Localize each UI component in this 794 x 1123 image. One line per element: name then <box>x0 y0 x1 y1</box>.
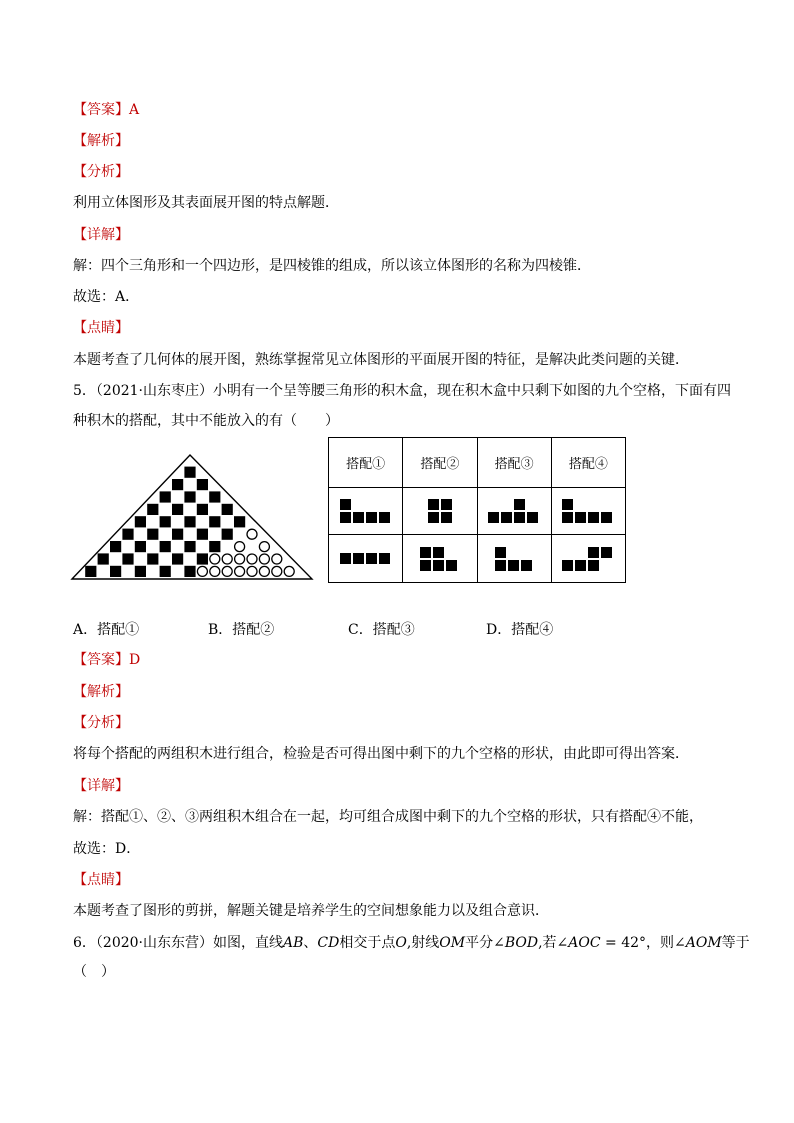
angle-bod-label: ∠BOD <box>493 935 539 951</box>
question-6-line1: 6．（2020·山东东营）如图，直线AB、CD相交于点O,射线OM平分∠BOD,若∠AOC = 42°，则∠AOM等于 <box>73 935 750 951</box>
choice-text-2: 故选：D． <box>73 841 141 857</box>
filled-square <box>85 566 96 577</box>
empty-slot-circle <box>210 566 220 576</box>
detail-heading-2 <box>73 776 723 796</box>
filled-square <box>147 504 158 515</box>
filled-square <box>209 541 220 552</box>
line-cd-label: CD <box>317 935 340 951</box>
empty-slot-circle <box>259 542 269 552</box>
checker-squares <box>85 467 245 577</box>
filled-square <box>98 553 109 564</box>
combo-2-piece-b <box>403 535 477 583</box>
question-6-line2: （ ） <box>73 964 115 980</box>
ray-om-label: OM <box>439 935 466 951</box>
empty-slot-circle <box>210 554 220 564</box>
empty-slot-circle <box>235 542 245 552</box>
piece-t-shape <box>487 498 541 524</box>
fenxi-tag-2: 【分析】 <box>73 715 129 731</box>
piece-l-shape <box>339 498 393 524</box>
detail-heading <box>73 225 723 245</box>
option-c: C．搭配③ <box>348 622 415 638</box>
empty-slot-circle <box>247 529 257 539</box>
comment-tag-2: 【点睛】 <box>73 872 129 888</box>
option-a: A．搭配① <box>73 622 140 638</box>
filled-square <box>197 504 208 515</box>
fenxi-tag: 【分析】 <box>73 164 129 180</box>
combo-4-piece-a <box>551 487 625 535</box>
filled-square <box>122 529 133 540</box>
fenxi-heading <box>73 162 723 182</box>
filled-square <box>172 529 183 540</box>
analysis-heading-2 <box>73 682 723 702</box>
detail-tag: 【详解】 <box>73 227 129 243</box>
empty-slot-circle <box>222 554 232 564</box>
piece-p-shape <box>419 546 460 572</box>
empty-slot-circle <box>197 566 207 576</box>
comment-heading <box>73 318 723 338</box>
empty-slot-circle <box>284 566 294 576</box>
filled-square <box>197 479 208 490</box>
comment-tag: 【点睛】 <box>73 320 129 336</box>
option-d: D．搭配④ <box>486 622 554 638</box>
filled-square <box>147 529 158 540</box>
piece-small-l <box>494 546 535 572</box>
filled-square <box>184 566 195 577</box>
combo-1-piece-b <box>329 535 403 583</box>
filled-square <box>160 566 171 577</box>
filled-square <box>160 541 171 552</box>
filled-square <box>110 566 121 577</box>
filled-square <box>122 553 133 564</box>
filled-square <box>172 553 183 564</box>
angle-aom-label: ∠AOM <box>674 935 722 951</box>
detail-text: 解：四个三角形和一个四边形，是四棱锥的组成，所以该立体图形的名称为四棱锥． <box>73 258 591 274</box>
angle-aoc-label: ∠AOC <box>556 935 601 951</box>
table-row-bottom <box>329 535 626 583</box>
comment-text-2: 本题考查了图形的剪拼，解题关键是培养学生的空间想象能力以及组合意识． <box>73 903 549 919</box>
filled-square <box>197 529 208 540</box>
analysis-heading <box>73 131 723 151</box>
header-combo-2: 搭配② <box>403 438 477 488</box>
detail-tag-2: 【详解】 <box>73 778 129 794</box>
filled-square <box>222 504 233 515</box>
answer-value-2: D <box>129 652 141 668</box>
combination-table <box>328 437 626 583</box>
header-combo-3: 搭配③ <box>477 438 551 488</box>
filled-square <box>222 529 233 540</box>
combo-1-piece-a <box>329 487 403 535</box>
empty-slot-circle <box>235 566 245 576</box>
combo-3-piece-a <box>477 487 551 535</box>
answer-line-2 <box>73 650 723 670</box>
filled-square <box>135 516 146 527</box>
combo-4-piece-b <box>551 535 625 583</box>
filled-square <box>197 553 208 564</box>
piece-l-shape-2 <box>561 498 615 524</box>
filled-square <box>172 479 183 490</box>
table-header-row <box>329 438 626 488</box>
empty-slot-circle <box>222 566 232 576</box>
filled-square <box>147 553 158 564</box>
empty-slot-circle <box>259 566 269 576</box>
empty-circles <box>197 529 294 576</box>
line-ab-label: AB <box>283 935 304 951</box>
analysis-tag-2: 【解析】 <box>73 684 129 700</box>
piece-s-shape <box>561 546 615 572</box>
answer-tag-2: 【答案】 <box>73 652 129 668</box>
choice-text: 故选：A． <box>73 289 140 305</box>
comment-text: 本题考查了几何体的展开图，熟练掌握常见立体图形的平面展开图的特征，是解决此类问题的关键． <box>73 352 689 368</box>
header-combo-4: 搭配④ <box>551 438 625 488</box>
detail-text-2: 解：搭配①、②、③两组积木组合在一起，均可组合成图中剩下的九个空格的形状，只有搭配④不能， <box>73 809 703 825</box>
piece-i-shape <box>339 552 393 565</box>
filled-square <box>172 504 183 515</box>
combo-2-piece-a <box>403 487 477 535</box>
comment-heading-2 <box>73 870 723 890</box>
empty-slot-circle <box>259 554 269 564</box>
header-combo-1: 搭配① <box>329 438 403 488</box>
filled-square <box>209 516 220 527</box>
filled-square <box>160 491 171 502</box>
option-b: B．搭配② <box>208 622 275 638</box>
question-5-line1: 5．（2021·山东枣庄）小明有一个呈等腰三角形的积木盒，现在积木盒中只剩下如图的九个空格，下面有四 <box>73 383 731 399</box>
filled-square <box>184 467 195 478</box>
answer-line <box>73 100 723 120</box>
table-row-top <box>329 487 626 535</box>
filled-square <box>110 541 121 552</box>
filled-square <box>135 566 146 577</box>
analysis-tag: 【解析】 <box>73 133 129 149</box>
filled-square <box>135 541 146 552</box>
filled-square <box>234 516 245 527</box>
filled-square <box>209 491 220 502</box>
combo-3-piece-b <box>477 535 551 583</box>
fenxi-heading-2 <box>73 713 723 733</box>
filled-square <box>160 516 171 527</box>
point-o-label: O <box>395 935 407 951</box>
filled-square <box>184 516 195 527</box>
empty-slot-circle <box>272 566 282 576</box>
empty-slot-circle <box>247 554 257 564</box>
filled-square <box>184 541 195 552</box>
filled-square <box>184 491 195 502</box>
piece-square <box>427 498 453 524</box>
answer-tag: 【答案】 <box>73 102 129 118</box>
question-5-line2: 种积木的搭配，其中不能放入的有（ ） <box>73 413 339 429</box>
empty-slot-circle <box>247 566 257 576</box>
empty-slot-circle <box>272 554 282 564</box>
fenxi-text: 利用立体图形及其表面展开图的特点解题． <box>73 195 339 211</box>
empty-slot-circle <box>235 554 245 564</box>
fenxi-text-2: 将每个搭配的两组积木进行组合，检验是否可得出图中剩下的九个空格的形状，由此即可得出答案． <box>73 746 689 762</box>
answer-value: A <box>129 102 140 118</box>
triangle-box-figure <box>70 452 314 582</box>
